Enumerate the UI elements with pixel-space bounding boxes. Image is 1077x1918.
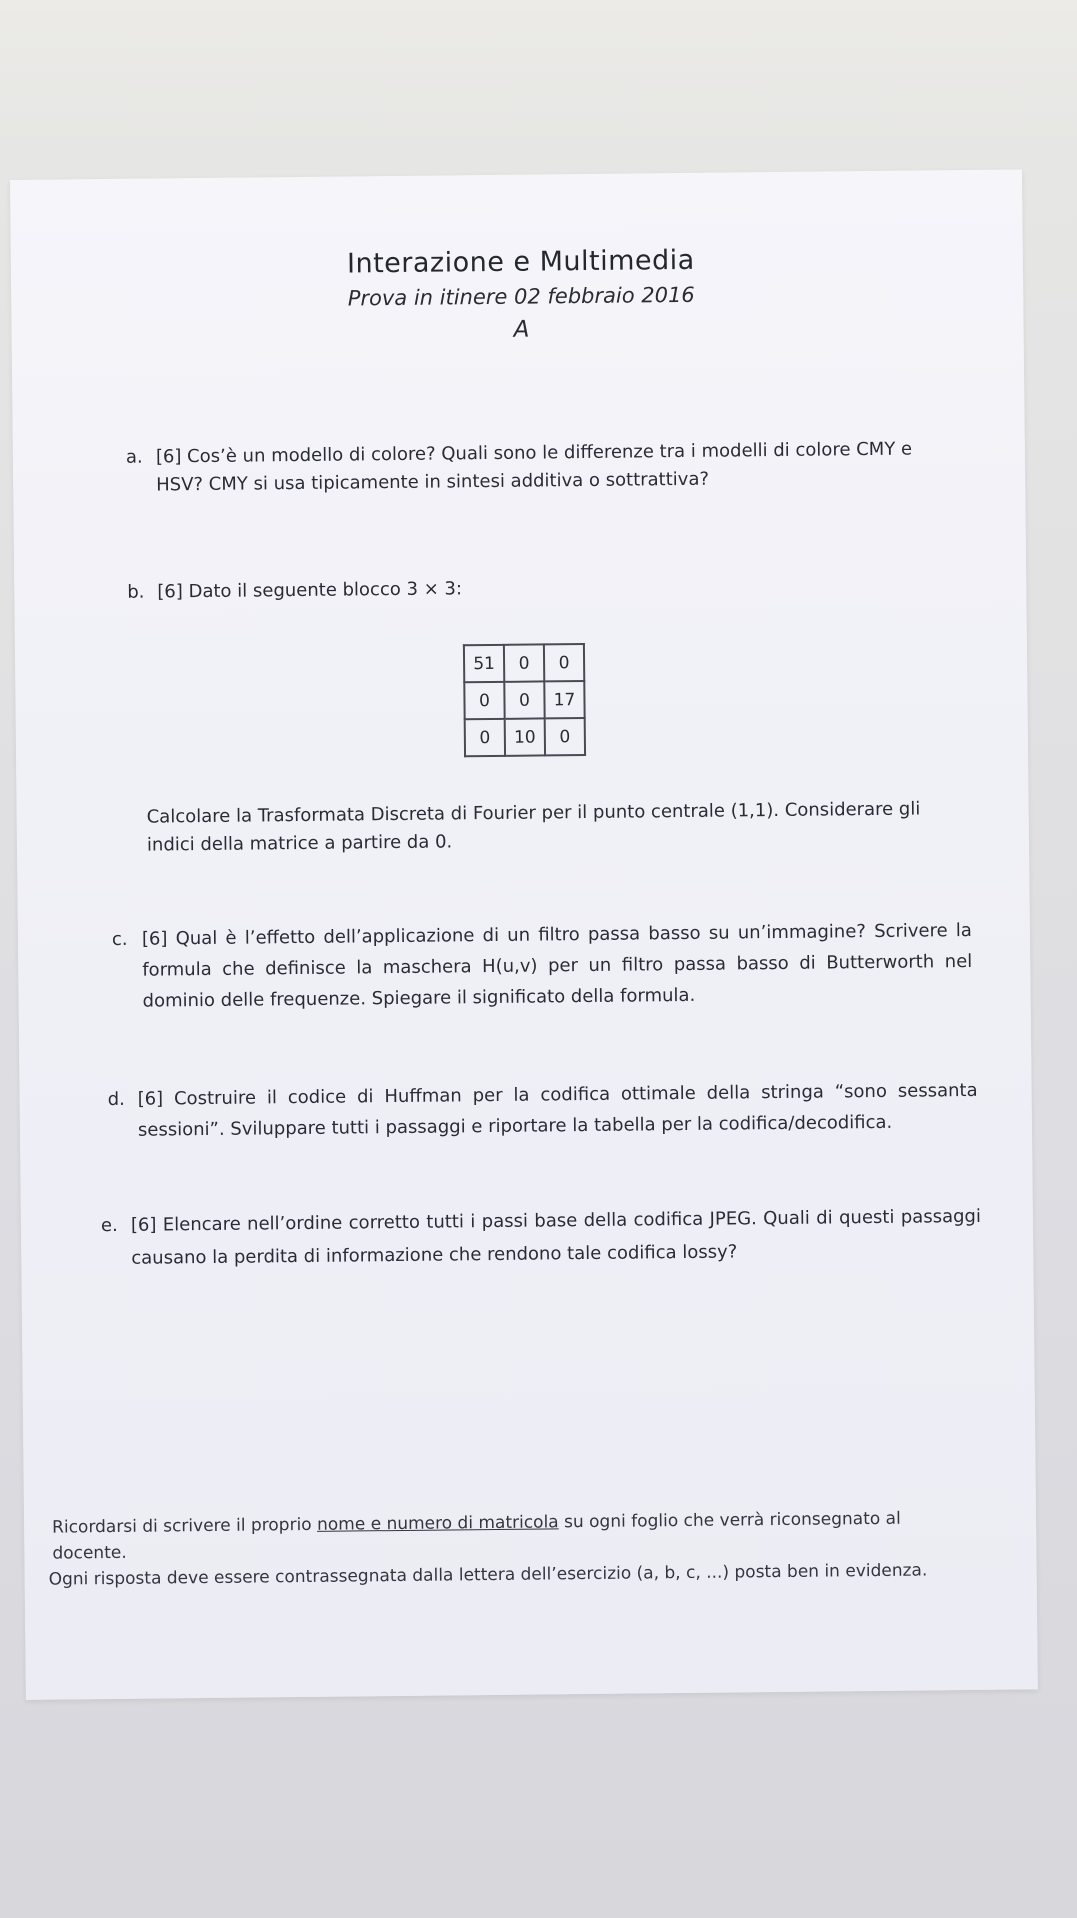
exam-title: Interazione e Multimedia <box>346 244 695 280</box>
matrix-cell: 0 <box>504 681 544 718</box>
question-text: [6] Elencare nell’ordine corretto tutti i passi base della codifica JPEG. Quali di questi passaggi causano la perdita di informazione che rendono tale codifica lossy? <box>130 1205 982 1269</box>
matrix-row <box>464 681 584 719</box>
matrix-cell: 0 <box>504 644 544 681</box>
question-letter: a. <box>125 446 143 468</box>
question-a <box>125 435 957 499</box>
exam-sheet <box>10 169 1038 1700</box>
question-letter: e. <box>100 1214 118 1237</box>
question-text: [6] Qual è l’effetto dell’applicazione di un filtro passa basso su un’immagine? Scrivere la formula che definisce la maschera H(u,v) per un filtro passa basso di Butterworth nel dominio delle frequenze. Spiegare il significato della formula. <box>141 919 973 1012</box>
question-letter: c. <box>111 928 128 950</box>
exam-variant: A <box>513 316 530 343</box>
matrix-cell: 0 <box>464 682 504 719</box>
footer-note-1 <box>52 1505 952 1566</box>
question-e <box>100 1200 982 1275</box>
matrix-row <box>465 718 585 756</box>
question-b-followup: Calcolare la Trasformata Discreta di Fourier per il punto centrale (1,1). Considerare gli indici della matrice a partire da 0. <box>146 798 921 856</box>
question-b <box>127 570 957 606</box>
footer-text: su ogni foglio che verrà riconsegnato al docente. <box>52 1508 901 1564</box>
exam-subtitle: Prova in itinere 02 febbraio 2016 <box>347 282 695 311</box>
dft-matrix <box>463 643 586 757</box>
question-text: [6] Cos’è un modello di colore? Quali sono le differenze tra i modelli di colore CMY e HSV? CMY si usa tipicamente in sintesi additiva o sottrattiva? <box>155 438 913 496</box>
matrix-row <box>464 644 584 682</box>
question-letter: d. <box>107 1088 125 1111</box>
matrix-cell: 0 <box>544 644 584 681</box>
question-letter: b. <box>127 581 145 603</box>
question-c <box>111 915 973 1017</box>
matrix-cell: 0 <box>465 719 505 756</box>
question-d <box>107 1075 978 1146</box>
matrix-cell: 10 <box>505 718 545 755</box>
footer-note-2: Ogni risposta deve essere contrassegnata dalla lettera dell’esercizio (a, b, c, ...) posta ben in evidenza. <box>48 1560 928 1590</box>
matrix-cell: 51 <box>464 645 504 682</box>
matrix-cell: 17 <box>544 681 584 718</box>
question-text: [6] Dato il seguente blocco 3 × 3: <box>157 578 463 603</box>
question-text: [6] Costruire il codice di Huffman per la codifica ottimale della stringa “sono sessanta sessioni”. Sviluppare tutti i passaggi e riportare la tabella per la codifica/decodifica. <box>137 1079 978 1141</box>
footer-underlined-text: nome e numero di matricola <box>316 1512 559 1535</box>
matrix-cell: 0 <box>545 718 585 755</box>
footer-text: Ricordarsi di scrivere il proprio <box>52 1514 318 1538</box>
